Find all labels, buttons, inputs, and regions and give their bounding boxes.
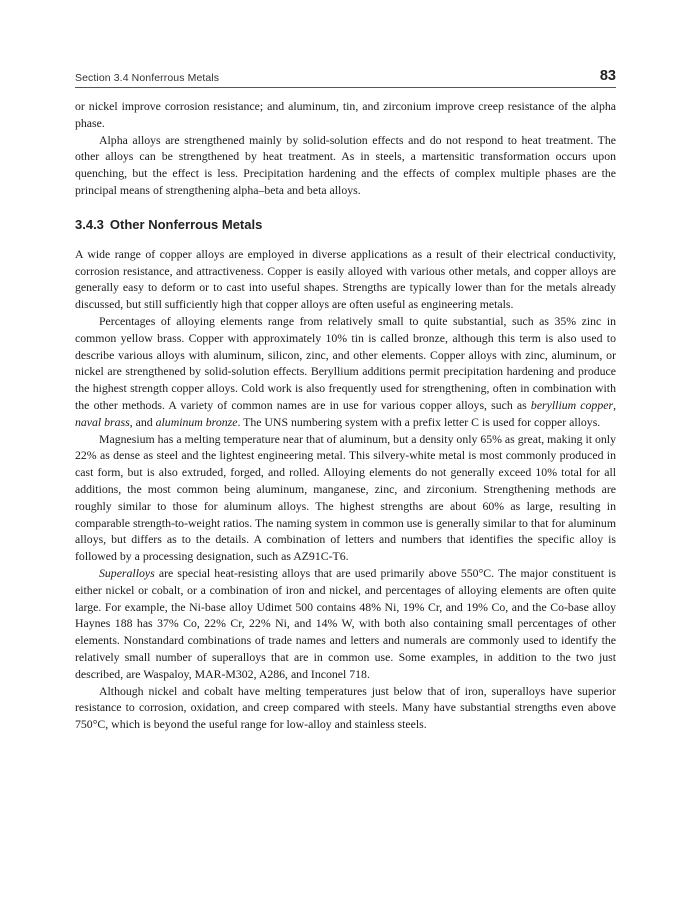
paragraph-copper-alloying — [75, 313, 616, 431]
separator-2: , and — [129, 414, 156, 429]
paragraph-continued: or nickel improve corrosion resistance; and aluminum, tin, and zirconium improve creep resistance of the alpha phase. — [75, 99, 616, 130]
copper-text-part-a: Percentages of alloying elements range from relatively small to quite substantial, such as 35% zinc in common yellow brass. Copper with approximately 10% tin is called bronze, although this term is also used to describe various alloys with aluminum, silicon, zinc, and other elements. Copper alloys with zinc, aluminum, or nickel are strengthened by solid-solution effects. Beryllium additions permit precipitation hardening and produce the highest strength copper alloys. Cold work is also frequently used for strengthening, often in combination with the other methods. A variety of common names are in use for various copper alloys, such as — [75, 313, 616, 412]
paragraph-magnesium: Magnesium has a melting temperature near that of aluminum, but a density only 65% as great, making it only 22% as dense as steel and the lightest engineering metal. This silvery-white metal is most commonly produced in cast form, but is also extruded, forged, and rolled. Alloying elements do not generally exceed 10% total for all additions, the most common being aluminum, manganese, zinc, and zirconium. Strengthening methods are roughly similar to those for aluminum alloys. The highest strengths are about 60% as large, resulting in comparable strength-to-weight ratios. The naming system in common use is generally similar to that for aluminum alloys, but differs as to the details. A combination of letters and numbers that identifies the specific alloy is followed by a processing designation, such as AZ91C-T6. — [75, 431, 617, 564]
running-header — [75, 62, 616, 88]
term-naval-brass: naval brass — [75, 414, 130, 429]
term-aluminum-bronze: aluminum bronze — [155, 414, 238, 429]
term-beryllium-copper: beryllium copper — [530, 397, 614, 412]
section-label: Section 3.4 Nonferrous Metals — [75, 72, 220, 84]
paragraph-superalloys — [75, 565, 616, 683]
paragraph-alpha-alloys: Alpha alloys are strengthened mainly by solid-solution effects and do not respond to heat treatment. The other alloys can be strengthened by heat treatment. As in steels, a martensitic transformation occurs upon quenching, but the effect is less. Precipitation hardening and the effects of complex multiple phases are the principal means of strengthening alpha–beta and beta alloys. — [75, 132, 616, 197]
subsection-number: 3.4.3 — [75, 216, 104, 232]
term-superalloys: Superalloys — [99, 565, 155, 580]
page-content — [75, 62, 616, 733]
copper-text-part-b: . The UNS numbering system with a prefix letter C is used for copper alloys. — [237, 414, 601, 429]
separator-1: , — [613, 397, 617, 412]
subsection-title: Other Nonferrous Metals — [109, 216, 263, 232]
subsection-heading — [75, 217, 616, 232]
page-number: 83 — [599, 68, 616, 84]
paragraph-nickel-cobalt: Although nickel and cobalt have melting temperatures just below that of iron, superalloys have superior resistance to corrosion, oxidation, and creep compared with steels. Many have substantial strengths even above 750°C, which is beyond the useful range for low-alloy and stainless steels. — [75, 683, 616, 732]
paragraph-copper-intro: A wide range of copper alloys are employed in diverse applications as a result of their electrical conductivity, corrosion resistance, and attractiveness. Copper is easily alloyed with various other metals, and copper alloys are generally easy to deform or to cast into useful shapes. Strengths are typically lower than for the metals already discussed, but still sufficiently high that copper alloys are often useful as engineering metals. — [75, 246, 616, 312]
superalloys-text: are special heat-resisting alloys that are used primarily above 550°C. The major constituent is either nickel or cobalt, or a combination of iron and nickel, and percentages of alloying elements are often quite large. For example, the Ni-base alloy Udimet 500 contains 48% Ni, 19% Cr, and 19% Co, and the Co-base alloy Haynes 188 has 37% Co, 22% Cr, 22% Ni, and 14% W, with both also containing small percentages of other elements. Nonstandard combinations of trade names and letters and numerals are commonly used to identify the relatively small number of superalloys that are in common use. Some examples, in addition to the two just described, are Waspaloy, MAR-M302, A286, and Inconel 718. — [75, 565, 616, 681]
